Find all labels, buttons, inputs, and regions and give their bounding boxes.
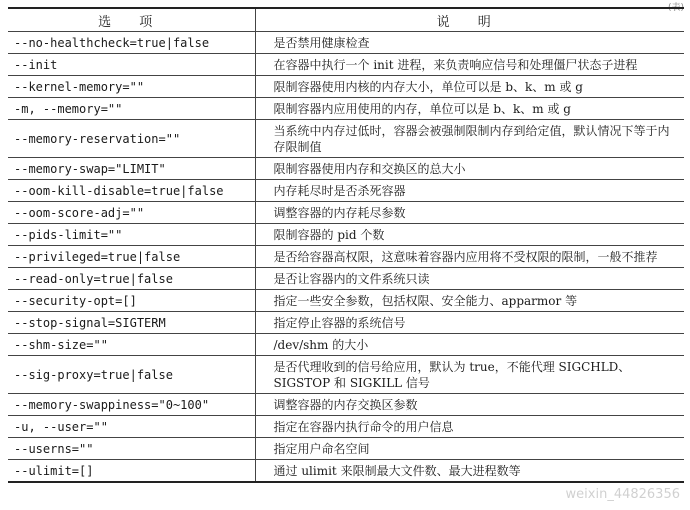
option-cell: --shm-size="": [8, 334, 255, 356]
option-cell: -u, --user="": [8, 416, 255, 438]
description-cell: 指定停止容器的系统信号: [255, 312, 684, 334]
description-cell: 调整容器的内存交换区参数: [255, 394, 684, 416]
table-row: [8, 356, 684, 394]
option-cell: --ulimit=[]: [8, 460, 255, 483]
table-row: [8, 180, 684, 202]
option-cell: --stop-signal=SIGTERM: [8, 312, 255, 334]
option-cell: --sig-proxy=true|false: [8, 356, 255, 394]
option-cell: --memory-reservation="": [8, 120, 255, 158]
description-cell: 限制容器使用内核的内存大小，单位可以是 b、k、m 或 g: [255, 76, 684, 98]
table-row: [8, 202, 684, 224]
table-row: [8, 120, 684, 158]
description-cell: 是否让容器内的文件系统只读: [255, 268, 684, 290]
description-cell: 是否禁用健康检查: [255, 32, 684, 54]
option-cell: --init: [8, 54, 255, 76]
table-row: [8, 460, 684, 483]
table-row: [8, 158, 684, 180]
description-cell: 是否代理收到的信号给应用，默认为 true，不能代理 SIGCHLD、SIGSTOP 和 SIGKILL 信号: [255, 356, 684, 394]
description-column-header: 说 明: [255, 8, 684, 32]
option-cell: --privileged=true|false: [8, 246, 255, 268]
description-cell: /dev/shm 的大小: [255, 334, 684, 356]
description-cell: 指定在容器内执行命令的用户信息: [255, 416, 684, 438]
option-cell: --userns="": [8, 438, 255, 460]
table-row: [8, 98, 684, 120]
table-row: [8, 32, 684, 54]
table-row: [8, 246, 684, 268]
table-row: [8, 334, 684, 356]
table-row: [8, 76, 684, 98]
table-continued-mark: (表): [667, 3, 684, 13]
description-cell: 调整容器的内存耗尽参数: [255, 202, 684, 224]
option-cell: --memory-swap="LIMIT": [8, 158, 255, 180]
description-cell: 指定一些安全参数，包括权限、安全能力、apparmor 等: [255, 290, 684, 312]
option-cell: --no-healthcheck=true|false: [8, 32, 255, 54]
option-cell: -m, --memory="": [8, 98, 255, 120]
description-cell: 限制容器的 pid 个数: [255, 224, 684, 246]
option-cell: --kernel-memory="": [8, 76, 255, 98]
description-cell: 内存耗尽时是否杀死容器: [255, 180, 684, 202]
option-cell: --security-opt=[]: [8, 290, 255, 312]
description-cell: 在容器中执行一个 init 进程，来负责响应信号和处理僵尸状态子进程: [255, 54, 684, 76]
description-cell: 指定用户命名空间: [255, 438, 684, 460]
table-row: [8, 54, 684, 76]
table-header-row: [8, 8, 684, 32]
option-cell: --oom-score-adj="": [8, 202, 255, 224]
watermark: weixin_44826356: [565, 487, 680, 502]
option-column-header: 选 项: [8, 8, 255, 32]
table-row: [8, 312, 684, 334]
table-row: [8, 290, 684, 312]
option-cell: --pids-limit="": [8, 224, 255, 246]
table-row: [8, 224, 684, 246]
option-cell: --read-only=true|false: [8, 268, 255, 290]
table-row: [8, 438, 684, 460]
table-row: [8, 268, 684, 290]
description-cell: 当系统中内存过低时，容器会被强制限制内存到给定值，默认情况下等于内存限制值: [255, 120, 684, 158]
description-cell: 通过 ulimit 来限制最大文件数、最大进程数等: [273, 463, 521, 478]
description-cell: 是否给容器高权限，这意味着容器内应用将不受权限的限制，一般不推荐: [255, 246, 684, 268]
option-cell: --oom-kill-disable=true|false: [8, 180, 255, 202]
table-row: [8, 416, 684, 438]
option-cell: --memory-swappiness="0~100": [8, 394, 255, 416]
options-table: [8, 7, 684, 483]
description-cell: 限制容器内应用使用的内存，单位可以是 b、k、m 或 g: [255, 98, 684, 120]
table-row: [8, 394, 684, 416]
description-cell: 限制容器使用内存和交换区的总大小: [255, 158, 684, 180]
